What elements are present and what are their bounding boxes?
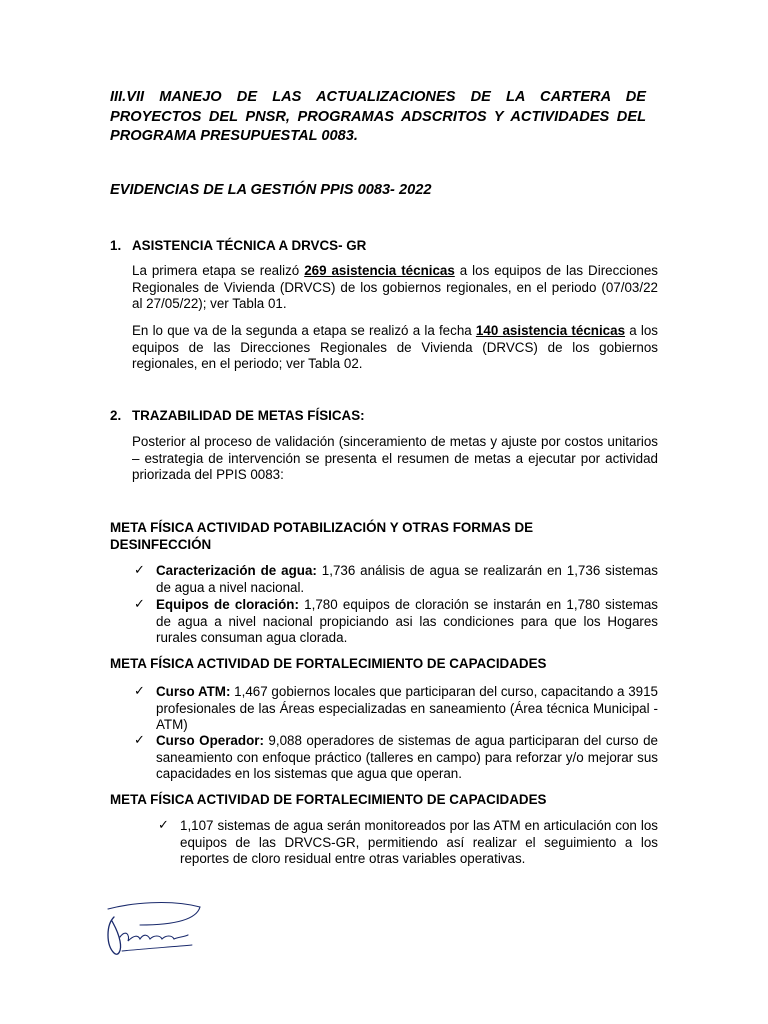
item-text: 1,780 equipos de cloración se instarán en 1,780 sistemas de agua a nivel nacional propiciando asi las condiciones para que los Hogares rurales consuman agua clorada. xyxy=(156,597,658,646)
text-run: En lo que va de la segunda a etapa se realizó a la fecha xyxy=(132,323,476,338)
section-heading-1 xyxy=(110,238,650,256)
list-item: 1,107 sistemas de agua serán monitoreados por las ATM en articulación con los equipos de las DRVCS-GR, permitiendo así realizar el seguimiento a los reportes de cloro residual entre otras variables operativas. xyxy=(180,818,658,867)
list-item xyxy=(156,563,658,596)
checkmark-icon: ✓ xyxy=(134,683,145,698)
paragraph xyxy=(132,323,658,373)
meta-heading: META FÍSICA ACTIVIDAD POTABILIZACIÓN Y OTRAS FORMAS DE DESINFECCIÓN xyxy=(110,520,534,552)
section-number: 2. xyxy=(110,408,122,423)
section-title: ASISTENCIA TÉCNICA A DRVCS- GR xyxy=(132,238,367,253)
section-title: TRAZABILIDAD DE METAS FÍSICAS: xyxy=(132,408,365,423)
highlighted-count: 269 asistencia técnicas xyxy=(304,263,455,278)
text-run: La primera etapa se realizó xyxy=(132,263,305,278)
document-title: III.VII MANEJO DE LAS ACTUALIZACIONES DE LA CARTERA DE PROYECTOS DEL PNSR, PROGRAMAS ADSCRITOS Y ACTIVIDADES DEL PROGRAMA PRESUPUESTAL 0083. xyxy=(110,89,646,144)
item-text: 9,088 operadores de sistemas de agua participaran del curso de saneamiento con enfoque práctico (talleres en campo) para reforzar y/o mejorar sus capacidades en los sistemas que agua que operan. xyxy=(156,733,659,782)
item-label: Caracterización de agua: xyxy=(156,563,317,578)
meta-heading: META FÍSICA ACTIVIDAD DE FORTALECIMIENTO DE CAPACIDADES xyxy=(110,656,547,671)
item-label: Curso ATM: xyxy=(156,684,231,699)
document-subtitle: EVIDENCIAS DE LA GESTIÓN PPIS 0083- 2022 xyxy=(110,182,432,198)
item-text: 1,467 gobiernos locales que participaran del curso, capacitando a 3915 profesionales de las Áreas especializadas en saneamiento (Área técnica Municipal -ATM) xyxy=(156,684,658,733)
section-number: 1. xyxy=(110,238,122,253)
paragraph: Posterior al proceso de validación (sinceramiento de metas y ajuste por costos unitarios – estrategia de intervención se presenta el resumen de metas a ejecutar por actividad priorizada del PPIS 0083: xyxy=(132,434,658,483)
checkmark-icon: ✓ xyxy=(134,562,145,577)
checkmark-icon: ✓ xyxy=(134,596,145,611)
list-item xyxy=(156,597,658,647)
text-run: a los equipos de las Direcciones Regionales de Vivienda (DRVCS) de los gobiernos regionales, en el periodo (07/03/22 al 27/05/22); ver Tabla 01. xyxy=(132,263,659,312)
highlighted-count: 140 asistencia técnicas xyxy=(475,323,626,338)
meta-heading: META FÍSICA ACTIVIDAD DE FORTALECIMIENTO DE CAPACIDADES xyxy=(110,792,547,807)
text-run: a los equipos de las Direcciones Regionales de Vivienda (DRVCS) de los gobiernos regionales, en el periodo; ver Tabla 02. xyxy=(132,323,658,372)
item-text: 1,736 análisis de agua se realizarán en 1,736 sistemas de agua a nivel nacional. xyxy=(156,563,658,595)
item-label: Equipos de cloración: xyxy=(156,597,299,612)
handwritten-signature xyxy=(100,895,210,965)
item-label: Curso Operador: xyxy=(156,733,264,748)
list-item xyxy=(156,684,658,734)
checkmark-icon: ✓ xyxy=(134,732,145,747)
paragraph xyxy=(132,263,658,313)
list-item xyxy=(156,733,658,783)
checkmark-icon: ✓ xyxy=(158,817,169,832)
section-heading-2 xyxy=(110,408,650,426)
